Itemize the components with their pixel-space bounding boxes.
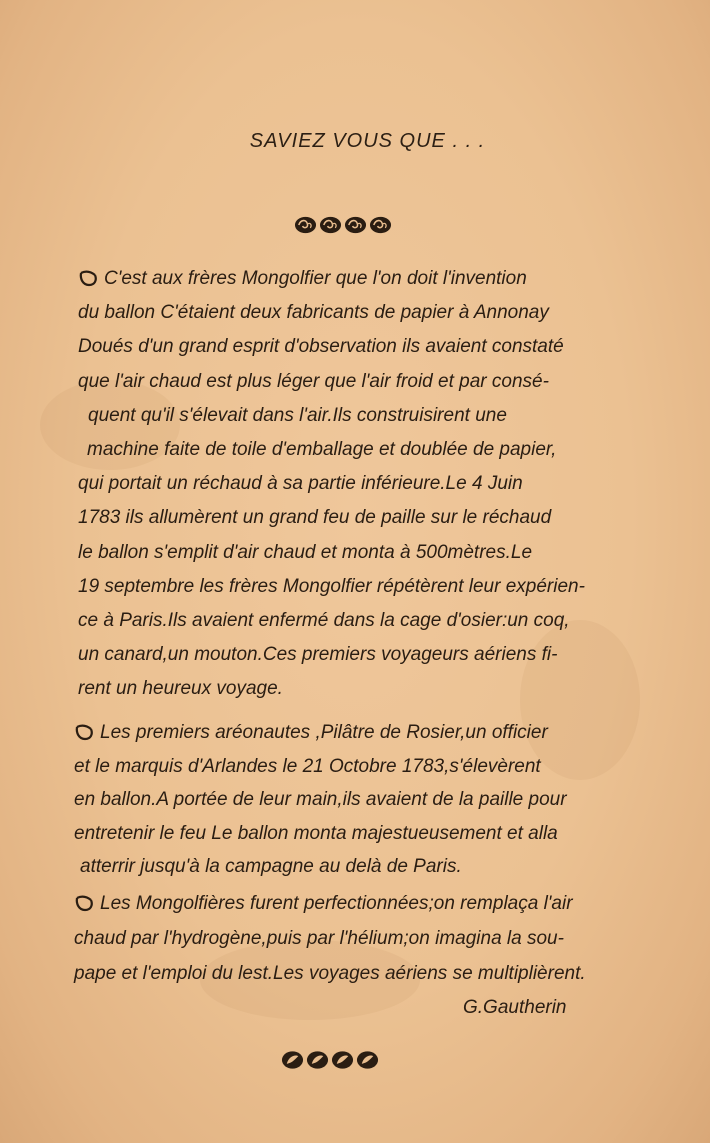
leaf-ornament-icon	[331, 1050, 354, 1070]
paragraph-line	[74, 886, 586, 921]
paragraph-line: que l'air chaud est plus léger que l'air froid et par consé-	[78, 370, 549, 392]
scroll-ornament-icon	[344, 215, 367, 235]
paragraph-line: un canard,un mouton.Ces premiers voyageurs aériens fi-	[78, 644, 558, 666]
leaf-ornament-icon	[306, 1050, 329, 1070]
paragraph-line	[78, 262, 585, 296]
bullet-swirl-icon	[78, 269, 98, 287]
leaf-ornament-icon	[281, 1050, 304, 1070]
leaf-ornament-icon	[281, 1050, 379, 1070]
paragraph-line: le ballon s'emplit d'air chaud et monta à 500mètres.Le	[78, 541, 533, 563]
paragraph-line: pape et l'emploi du lest.Les voyages aériens se multiplièrent.	[74, 963, 586, 984]
paragraph-line: chaud par l'hydrogène,puis par l'hélium;on imagina la sou-	[74, 928, 564, 949]
paragraph-line: ce à Paris.Ils avaient enfermé dans la cage d'osier:un coq,	[78, 610, 570, 632]
paragraph-balloon-invention	[78, 262, 585, 707]
paragraph-line-text: Les Mongolfières furent perfectionnées;on remplaça l'air	[100, 893, 573, 914]
paragraph-improvements	[74, 886, 586, 991]
paragraph-line: et le marquis d'Arlandes le 21 Octobre 1783,s'élevèrent	[74, 755, 541, 777]
paragraph-line: 19 septembre les frères Mongolfier répétèrent leur expérien-	[78, 575, 585, 597]
scroll-ornament-icon	[369, 215, 392, 235]
paragraph-line	[74, 716, 567, 750]
scroll-ornament-icon	[294, 215, 392, 235]
paragraph-first-aeronauts	[74, 716, 567, 884]
bullet-swirl-icon	[74, 723, 94, 741]
paragraph-line: entretenir le feu Le ballon monta majestueusement et alla	[74, 822, 558, 844]
paragraph-line: qui portait un réchaud à sa partie inférieure.Le 4 Juin	[78, 473, 523, 495]
paragraph-line-text: C'est aux frères Mongolfier que l'on doit l'invention	[104, 268, 527, 289]
paragraph-line: machine faite de toile d'emballage et doublée de papier,	[87, 439, 557, 461]
paragraph-line: rent un heureux voyage.	[78, 678, 283, 700]
paragraph-line: 1783 ils allumèrent un grand feu de paille sur le réchaud	[78, 507, 552, 529]
page-title: SAVIEZ VOUS QUE . . .	[249, 130, 486, 152]
paragraph-line: Doués d'un grand esprit d'observation ils avaient constaté	[78, 336, 564, 358]
bullet-swirl-icon	[74, 894, 94, 912]
author-signature: G.Gautherin	[463, 997, 567, 1018]
scroll-ornament-icon	[319, 215, 342, 235]
paragraph-line: en ballon.A portée de leur main,ils avaient de la paille pour	[74, 789, 567, 810]
paragraph-line-text: Les premiers aréonautes ,Pilâtre de Rosier,un officier	[100, 722, 548, 743]
leaf-ornament-icon	[356, 1050, 379, 1070]
paragraph-line: atterrir jusqu'à la campagne au delà de Paris.	[80, 856, 462, 877]
scroll-ornament-icon	[294, 215, 317, 235]
paragraph-line: quent qu'il s'élevait dans l'air.Ils construisirent une	[88, 404, 507, 426]
paragraph-line: du ballon C'étaient deux fabricants de papier à Annonay	[78, 302, 549, 324]
